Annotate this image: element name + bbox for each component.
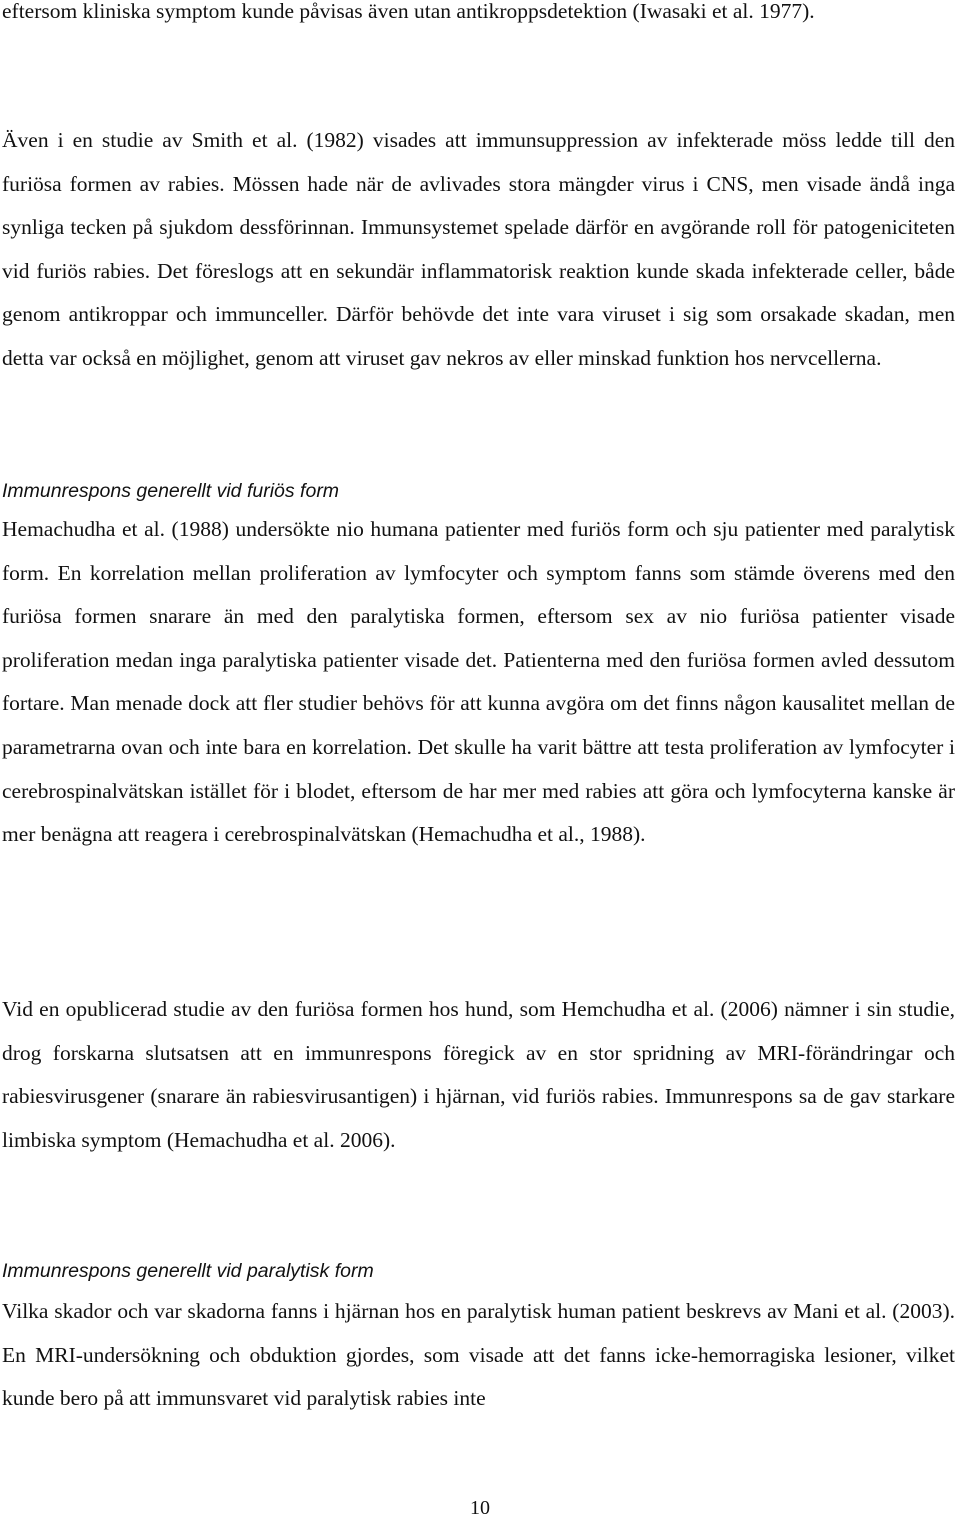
section-heading-paralytic-form: Immunrespons generellt vid paralytisk form <box>2 1260 374 1282</box>
paragraph-mani-2003: Vilka skador och var skadorna fanns i hjärnan hos en paralytisk human patient beskrevs av Mani et al. (2003). En MRI-undersökning och obduktion gjordes, som visade att det fanns icke-hemorragiska lesioner, vilket kunde bero på att immunsvaret vid paralytisk rabies inte <box>2 1299 955 1411</box>
paragraph-continuation: eftersom kliniska symptom kunde påvisas även utan antikroppsdetektion (Iwasaki et al. 1977). <box>2 0 815 23</box>
paragraph-smith-study: Även i en studie av Smith et al. (1982) visades att immunsuppression av infekterade möss ledde till den furiösa formen av rabies. Mössen hade när de avlivades stora mängder virus i CNS, men visade ändå inga synliga tecken på sjukdom dessförinnan. Immunsystemet spelade därför en avgörande roll för patogeniciteten vid furiös rabies. Det föreslogs att en sekundär inflammatorisk reaktion kunde skada infekterade celler, både genom antikroppar och immunceller. Därför behövde det inte vara viruset i sig som orsakade skadan, men detta var också en möjlighet, genom att viruset gav nekros av eller minskad funktion hos nervcellerna. <box>2 128 955 370</box>
paragraph-hemachudha-1988: Hemachudha et al. (1988) undersökte nio humana patienter med furiös form och sju patienter med paralytisk form. En korrelation mellan proliferation av lymfocyter och symptom fanns som stämde överens med den furiösa formen snarare än med den paralytiska formen, eftersom sex av nio furiösa patienter visade proliferation medan inga paralytiska patienter visade det. Patienterna med den furiösa formen avled dessutom fortare. Man menade dock att fler studier behövs för att kunna avgöra om det finns någon kausalitet mellan de parametrarna ovan och inte bara en korrelation. Det skulle ha varit bättre att testa proliferation av lymfocyter i cerebrospinalvätskan istället för i blodet, eftersom de har mer med rabies att göra och lymfocyterna kanske är mer benägna att reagera i cerebrospinalvätskan (Hemachudha et al., 1988). <box>2 517 955 847</box>
section-heading-furious-form: Immunrespons generellt vid furiös form <box>2 480 340 502</box>
paragraph-unpublished-dog-study: Vid en opublicerad studie av den furiösa formen hos hund, som Hemchudha et al. (2006) nämner i sin studie, drog forskarna slutsatsen att en immunrespons föregick av en stor spridning av MRI-förändringar och rabiesvirusgener (snarare än rabiesvirusantigen) i hjärnan, vid furiös rabies. Immunrespons sa de gav starkare limbiska symptom (Hemachudha et al. 2006). <box>2 997 955 1152</box>
page-number: 10 <box>470 1497 490 1519</box>
